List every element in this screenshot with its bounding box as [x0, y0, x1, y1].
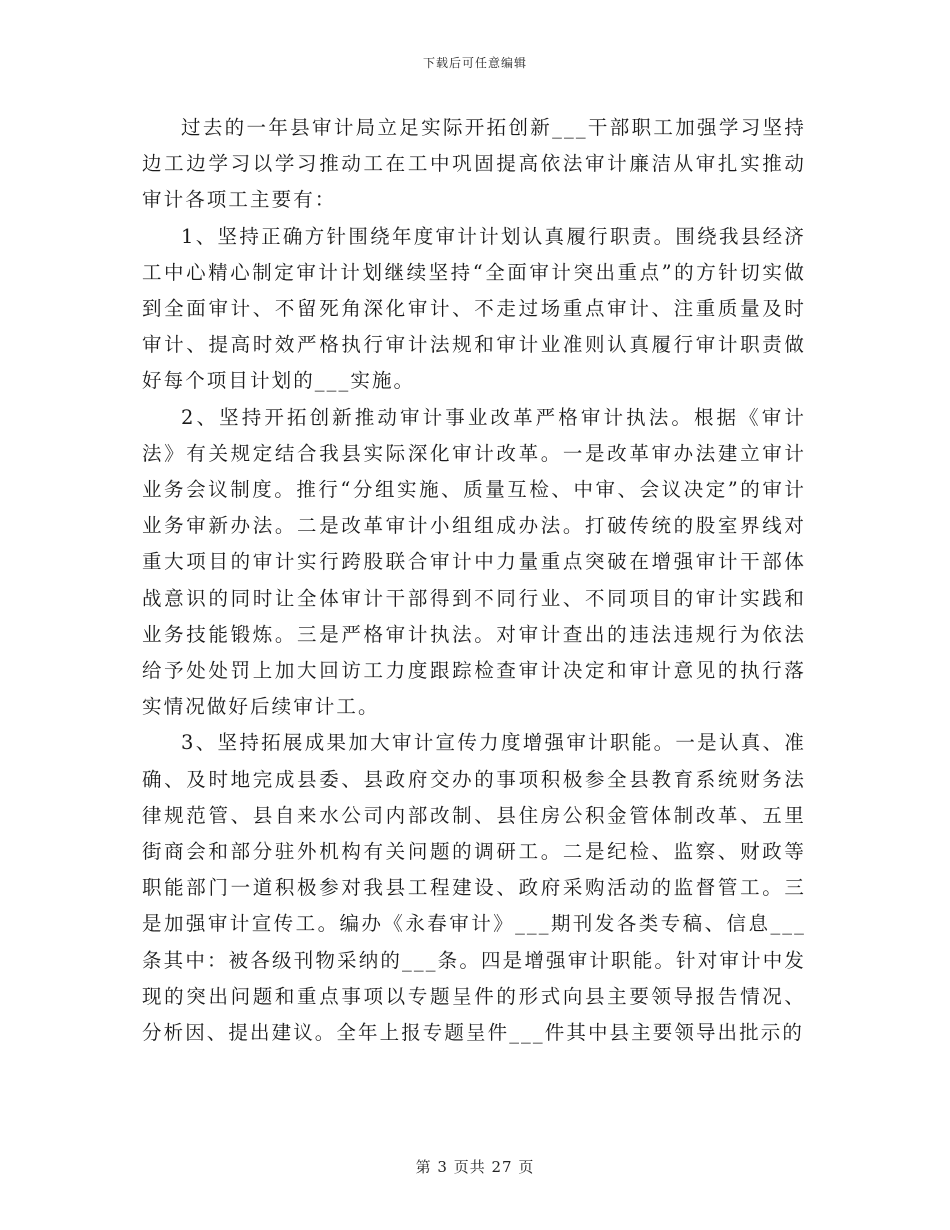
page-header: 下载后可任意编辑: [422, 56, 527, 70]
paragraph-item-1: 1、坚持正确方针围绕年度审计计划认真履行职责。围绕我县经济工中心精心制定审计计划继续坚持“全面审计突出重点”的方针切实做到全面审计、不留死角深化审计、不走过场重点审计、注重质量及时审计、提高时效严格执行审计法规和审计业准则认真履行审计职责做好每个项目计划的___实施。: [142, 224, 806, 393]
paragraph-item-3: 3、坚持拓展成果加大审计宣传力度增强审计职能。一是认真、准确、及时地完成县委、县政府交办的事项积极参全县教育系统财务法律规范管、县自来水公司内部改制、县住房公积金管体制改革、五里街商会和部分驻外机构有关问题的调研工。二是纪检、监察、财政等职能部门一道积极参对我县工程建设、政府采购活动的监督管工。三是加强审计宣传工。编办《永春审计》___期刊发各类专稿、信息___条其中：被各级刊物采纳的___条。四是增强审计职能。针对审计中发现的突出问题和重点事项以专题呈件的形式向县主要领导报告情况、分析因、提出建议。全年上报专题呈件___件其中县主要领导出批示的: [142, 731, 806, 1045]
paragraph-intro: 过去的一年县审计局立足实际开拓创新___干部职工加强学习坚持边工边学习以学习推动工在工中巩固提高依法审计廉洁从审扎实推动审计各项工主要有：: [142, 116, 806, 212]
page-footer: 第 3 页共 27 页: [415, 1158, 535, 1176]
paragraph-item-2: 2、坚持开拓创新推动审计事业改革严格审计执法。根据《审计法》有关规定结合我县实际深化审计改革。一是改革审办法建立审计业务会议制度。推行“分组实施、质量互检、中审、会议决定”的审计业务审新办法。二是改革审计小组组成办法。打破传统的股室界线对重大项目的审计实行跨股联合审计中力量重点突破在增强审计干部体战意识的同时让全体审计干部得到不同行业、不同项目的审计实践和业务技能锻炼。三是严格审计执法。对审计查出的违法违规行为依法给予处处罚上加大回访工力度跟踪检查审计决定和审计意见的执行落实情况做好后续审计工。: [142, 405, 806, 719]
document-body: [142, 110, 806, 1051]
